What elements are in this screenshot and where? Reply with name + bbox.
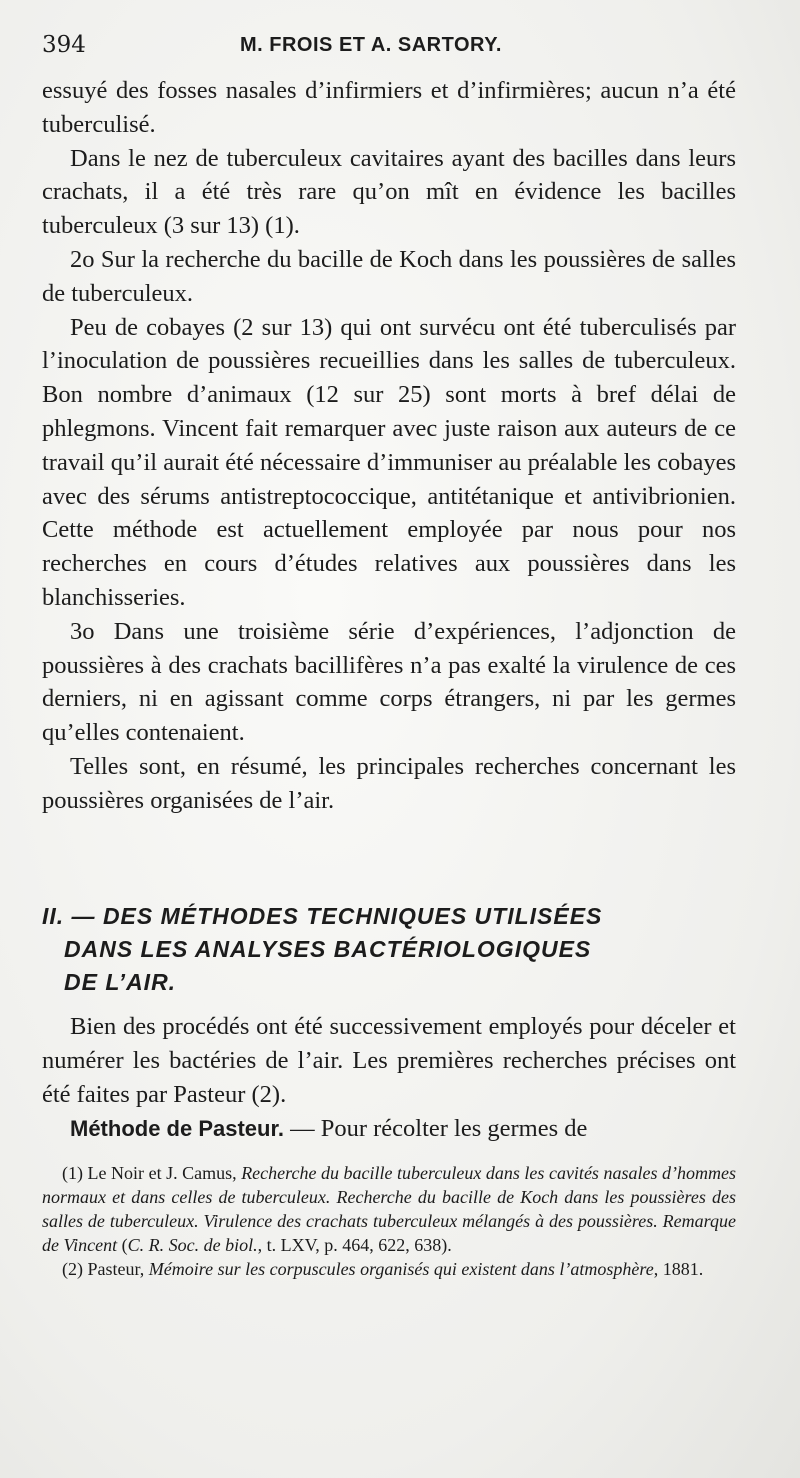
paragraph: essuyé des fosses nasales d’infirmiers et d’infirmières; aucun n’a été tuberculisé. [42, 77, 736, 138]
paragraph: Telles sont, en résumé, les principales recherches concernant les poussières organisées de l’air. [42, 752, 736, 814]
body-text [42, 74, 736, 818]
section-body [42, 1010, 736, 1146]
page-header [42, 32, 742, 64]
footnote-title: Recherche du bacille tuberculeux dans les cavités nasales d’hommes normaux et dans celles de tuberculeux. Recherche du bacille de Koch dans les poussières des salles de tuberculeux. Virulence des crachats tuberculeux mélangés à des poussières. Remarque de Vincent [42, 1163, 736, 1255]
section-heading [42, 900, 742, 999]
footnote-1 [42, 1161, 736, 1257]
section-heading-line: II. — DES MÉTHODES TECHNIQUES UTILISÉES [42, 903, 603, 929]
paragraph: Bien des procédés ont été successivement employés pour déceler et numérer les bactéries de l’air. Les premières recherches précises ont été faites par Pasteur (2). [42, 1013, 736, 1108]
footnote-year: , 1881. [653, 1259, 704, 1279]
footnote-title: Mémoire sur les corpuscules organisés qui existent dans l’atmosphère [148, 1259, 654, 1279]
footnote-ref: , t. LXV, p. 464, 622, 638). [257, 1235, 452, 1255]
paragraph [42, 1112, 736, 1146]
section-heading-line: DANS LES ANALYSES BACTÉRIOLOGIQUES [64, 936, 592, 962]
footnote-journal: C. R. Soc. de biol. [127, 1235, 258, 1255]
paragraph: Dans le nez de tuberculeux cavitaires ayant des bacilles dans leurs crachats, il a été très rare qu’on mît en évidence les bacilles tuberculeux (3 sur 13) (1). [42, 144, 736, 240]
footnote-lead: (2) Pasteur, [62, 1259, 149, 1279]
method-text: — Pour récolter les germes de [283, 1115, 588, 1142]
footnote-2 [42, 1257, 736, 1281]
page-number: 394 [42, 32, 86, 58]
method-label: Méthode de Pasteur. [70, 1116, 284, 1141]
paragraph: 2o Sur la recherche du bacille de Koch dans les poussières de salles de tuberculeux. [42, 245, 736, 307]
footnotes [42, 1161, 736, 1281]
section-heading-line: DE L’AIR. [64, 969, 177, 995]
running-head: M. FROIS ET A. SARTORY. [240, 34, 502, 56]
paragraph: 3o Dans une troisième série d’expériences, l’adjonction de poussières à des crachats bacillifères n’a pas exalté la virulence de ces derniers, ni en agissant comme corps étrangers, ni par les germes qu’elles contenaient. [42, 617, 736, 747]
footnote-ref: ( [117, 1235, 128, 1255]
paragraph: Peu de cobayes (2 sur 13) qui ont survécu ont été tuberculisés par l’inoculation de poussières recueillies dans les salles de tuberculeux. Bon nombre d’animaux (12 sur 25) sont morts à bref délai de phlegmons. Vincent fait remarquer avec juste raison aux auteurs de ce travail qu’il aurait été nécessaire d’immuniser au préalable les cobayes avec des sérums antistreptococcique, antitétanique et antivibrionien. Cette méthode est actuellement employée par nous pour nos recherches en cours d’études relatives aux poussières dans les blanchisseries. [42, 313, 736, 611]
footnote-lead: (1) Le Noir et J. Camus, [62, 1163, 242, 1183]
